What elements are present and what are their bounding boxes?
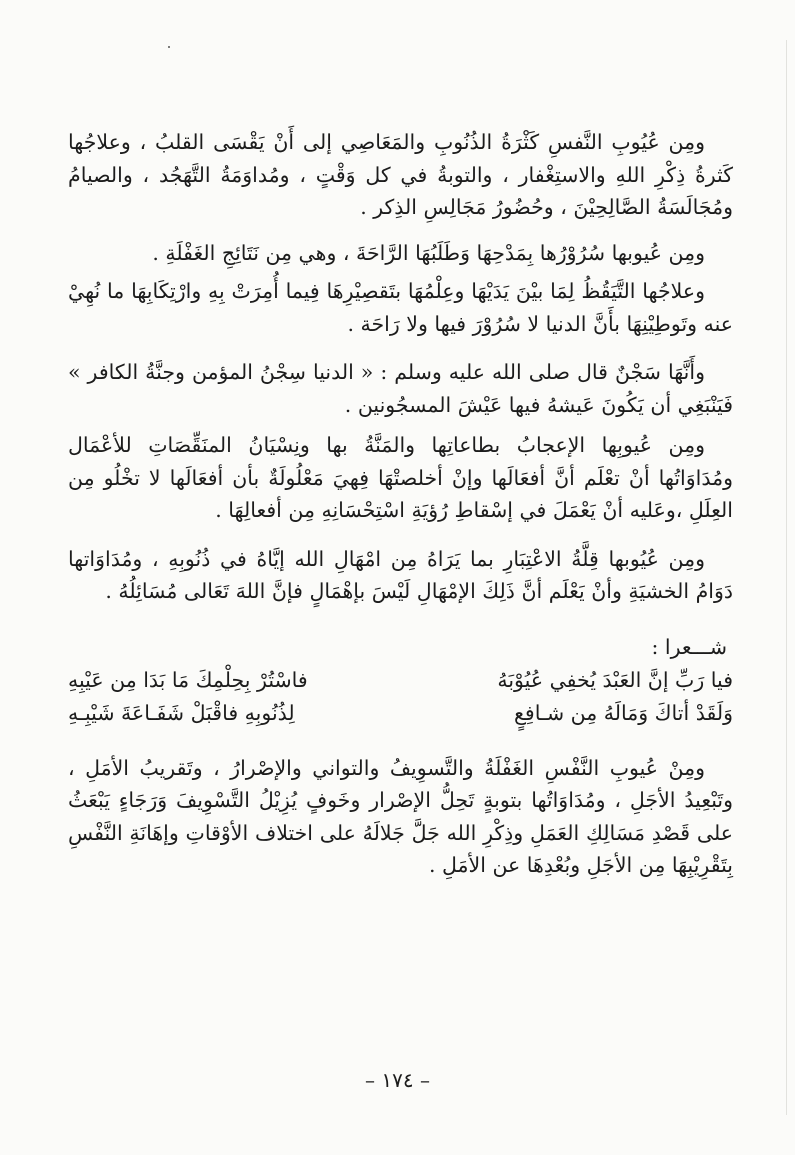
paragraph-self-praise: ومِن عُيوبها سُرُوْرُها بِمَدْحِهَا وَطَلَبُهَا الرَّاحَةَ ، وهي مِن نَتَائِجِ الغَفْلَةِ . <box>152 240 705 265</box>
paragraph-heedlessness: ومِنْ عُيوبِ النَّفْسِ الغَفْلَةُ والتَّسوِيفُ والتواني والإصْرارُ ، وتَقريبُ الأمَلِ ، وتَبْعِيدُ الأجَلِ ، ومُدَاوَاتُها بتوبةٍ تَحِلُّ الإصْرار وخَوفٍ يُزِيْلُ التَّسْوِيفَ وَرَجَاءٍ يَبْعَثُ على قَصْدِ مَسَالِكِ العَمَلِ وذِكْرِ الله جَلَّ جَلالَهُ على اختلاف الأوْقاتِ وإهَانَةِ النَّفْسِ بِتَقْرِيْبِهَا مِن الأجَلِ وبُعْدِهَا عن الأمَلِ . <box>68 755 733 877</box>
paragraph-remedy-vigilance: وعلاجُها التَّيَقُظُ لِمَا بيْنَ يَدَيْهَا وعِلْمُهَا بتَقصِيْرِهَا فِيما أُمِرَتْ بِهِ وارْتِكَابِهَا ما نُهِيْ عنه وتَوطِيْنِهَا بأَنَّ الدنيا لا سُرُوْرَ فيها ولا رَاحَة . <box>68 279 733 336</box>
verse-first-hemistich: وَلَقَدْ أتاكَ وَمَالَهُ مِن شـافِعٍ <box>514 700 733 725</box>
verse-first-hemistich: فيا رَبِّ إنَّ العَبْدَ يُخفِي عُيُوْبَهُ <box>497 667 733 692</box>
verse-second-hemistich: فاسْتُرْ بِحِلْمِكَ مَا بَدَا مِن عَيْبِهِ <box>68 667 308 692</box>
poem-verse <box>68 664 733 697</box>
poem-title: شـــعرا : <box>651 634 727 659</box>
verse-second-hemistich: لِذُنُوبِهِ فاقْبَلْ شَفَـاعَةَ شَيْبِـهِ <box>68 700 295 725</box>
page-edge <box>786 40 787 1115</box>
ink-speck <box>168 46 170 48</box>
paragraph-self-admiration: ومِن عُيوبِها الإعجابُ بطاعاتِها والمَنَّةُ بها ونِسْيَانُ المنَقِّصَاتِ للأعْمَال ومُدَاوَاتُها أنْ تعْلَم أنَّ أفعَالَها وإنْ أخلصتْهَا فِهيَ مَعْلُولَةٌ بأن أفعَالَها لا تخْلُو مِن العِلَلِ ،وعَليه أنْ يَعْمَلَ في إسْقاطِ رُؤيَةِ اسْتِحْسَانِهِ مِن أفعالِهَا . <box>68 433 733 522</box>
poem-verse <box>68 697 733 730</box>
paragraph-lack-of-reflection: ومِن عُيُوبها قِلَّةُ الاعْتِبَارِ بما يَرَاهُ مِن امْهَالِ الله إيَّاهُ في ذُنُوبِهِ ، ومُدَاوَاتها دَوَامُ الخشيَةِ وأنْ يَعْلَم أنَّ ذَلِكَ الإمْهَالِ لَيْسَ بإهْمَالٍ فإنَّ اللهَ تَعَالى مُسَائِلُهُ . <box>68 546 733 603</box>
paragraph-sins: ومِن عُيُوبِ النَّفسِ كَثْرَةُ الذُنُوبِ والمَعَاصِي إلى أَنْ يَقْسَى القلبُ ، وعلاجُها كَثرةُ ذِكْرِ اللهِ والاستِغْفار ، والتوبةُ في كل وَقْتٍ ، ومُداوَمَةُ التَّهَجُد ، والصيامُ ومُجَالَسَةُ الصَّالِحِيْنَ ، وحُضُورُ مَجَالِسِ الذِكر . <box>68 130 733 219</box>
paragraph-world-prison: وأَنَّهَا سَجْنٌ قال صلى الله عليه وسلم : « الدنيا سِجْنُ المؤمن وجنَّةُ الكافر » فَيَنْبَغِي أن يَكُونَ عَيشهُ فيها عَيْشَ المسجُونين . <box>68 360 733 417</box>
page-number: – ١٧٤ – <box>365 1068 430 1092</box>
page-body <box>68 126 733 882</box>
